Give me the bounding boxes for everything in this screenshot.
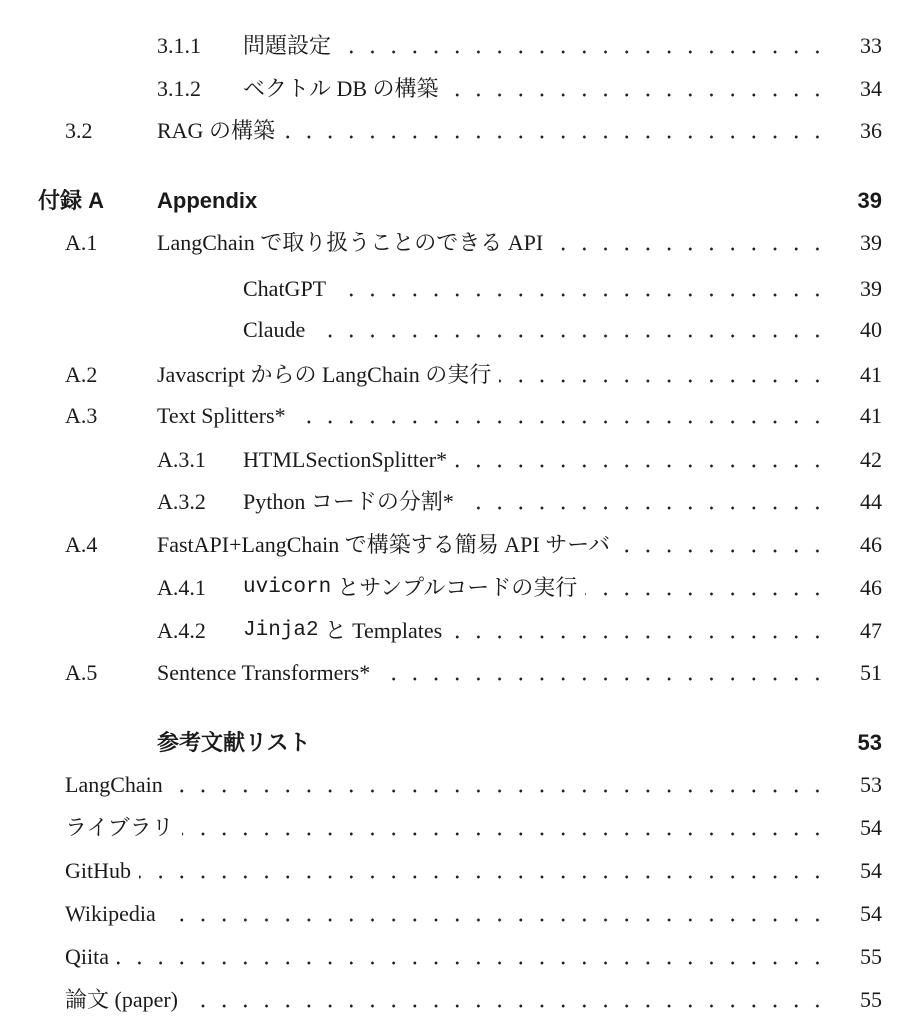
entry-page-number: 42: [860, 447, 882, 472]
entry-number: A.1: [65, 230, 98, 255]
entry-title: [65, 813, 174, 843]
toc-entry[interactable]: [0, 487, 912, 517]
entry-title: [243, 616, 442, 646]
entry-title: [157, 228, 543, 258]
toc-entry[interactable]: [0, 274, 912, 304]
entry-title-text: Wikipedia: [65, 901, 156, 926]
dot-leader: [450, 616, 828, 646]
entry-code: Jinja2: [243, 619, 319, 642]
entry-number: A.4.2: [157, 618, 206, 643]
entry-title-text: とサンプルコードの実行: [337, 575, 578, 600]
dot-leader: [182, 813, 828, 843]
dot-leader: [186, 985, 828, 1015]
dot-leader: [585, 573, 828, 603]
dot-leader: [334, 274, 828, 304]
entry-title-text: LangChain: [65, 772, 163, 797]
entry-page-number: 41: [860, 403, 882, 428]
entry-title-text: ライブラリ: [65, 815, 174, 840]
entry-title-text: Claude: [243, 317, 306, 342]
entry-page-number: 47: [860, 618, 882, 643]
dot-leader: [313, 315, 828, 345]
entry-title-text: RAG の構築: [157, 118, 275, 143]
toc-entry[interactable]: [0, 899, 912, 929]
toc-chapter-heading[interactable]: [0, 728, 912, 758]
entry-number: A.2: [65, 362, 98, 387]
entry-title-text: HTMLSectionSplitter*: [243, 447, 448, 472]
entry-title: [157, 658, 370, 688]
entry-page-number: 55: [860, 987, 882, 1012]
entry-title-text: Python コードの分割*: [243, 489, 454, 514]
toc-entry[interactable]: [0, 813, 912, 843]
entry-title: [65, 856, 131, 886]
entry-title: [157, 360, 491, 390]
entry-title-text: LangChain で取り扱うことのできる API: [157, 230, 544, 255]
entry-number: 3.1.2: [157, 76, 201, 101]
dot-leader: [499, 360, 828, 390]
toc-entry[interactable]: [0, 658, 912, 688]
dot-leader: [462, 487, 828, 517]
toc-entry[interactable]: [0, 573, 912, 603]
dot-leader: [294, 401, 828, 431]
dot-leader: [618, 530, 828, 560]
entry-title: [157, 186, 257, 216]
entry-number: 付録 A: [38, 188, 105, 213]
toc-entry[interactable]: [0, 360, 912, 390]
entry-page-number: 41: [860, 362, 882, 387]
entry-title-text: Sentence Transformers*: [157, 660, 371, 685]
entry-title-text: ChatGPT: [243, 276, 327, 301]
dot-leader: [164, 899, 828, 929]
entry-page-number: 46: [860, 532, 882, 557]
dot-leader: [551, 228, 828, 258]
entry-page-number: 33: [860, 33, 882, 58]
dot-leader: [378, 658, 828, 688]
entry-title: [65, 985, 178, 1015]
entry-title: [157, 530, 610, 560]
entry-page-number: 40: [860, 317, 882, 342]
entry-title-text: Javascript からの LangChain の実行: [157, 362, 492, 387]
dot-leader: [447, 74, 828, 104]
entry-number: A.3.1: [157, 447, 206, 472]
entry-title-text: Text Splitters*: [157, 403, 286, 428]
entry-title: [157, 728, 311, 758]
entry-title-text: Qiita: [65, 944, 109, 969]
toc-entry[interactable]: [0, 445, 912, 475]
entry-number: A.3.2: [157, 489, 206, 514]
entry-page-number: 36: [860, 118, 882, 143]
entry-title: [243, 74, 439, 104]
entry-page-number: 46: [860, 575, 882, 600]
entry-title-text: FastAPI+LangChain で構築する簡易 API サーバ: [157, 532, 611, 557]
entry-title: [243, 573, 577, 603]
entry-title-text: ベクトル DB の構築: [243, 76, 439, 101]
toc-entry[interactable]: [0, 74, 912, 104]
entry-page-number: 54: [860, 901, 882, 926]
entry-page-number: 51: [860, 660, 882, 685]
entry-title: [157, 401, 286, 431]
entry-page-number: 39: [860, 276, 882, 301]
dot-leader: [283, 116, 828, 146]
toc-entry[interactable]: [0, 616, 912, 646]
entry-page-number: 54: [860, 858, 882, 883]
dot-leader: [339, 31, 828, 61]
entry-title-text: 問題設定: [243, 33, 332, 58]
entry-number: 3.1.1: [157, 33, 201, 58]
entry-page-number: 44: [860, 489, 882, 514]
entry-number: A.4.1: [157, 575, 206, 600]
entry-number: A.5: [65, 660, 98, 685]
entry-number: A.3: [65, 403, 98, 428]
toc-entry[interactable]: [0, 985, 912, 1015]
toc-entry[interactable]: [0, 770, 912, 800]
entry-page-number: 53: [857, 730, 882, 755]
entry-title-text: 論文 (paper): [65, 987, 179, 1012]
entry-title-text: と Templates: [324, 618, 443, 643]
entry-title: [65, 770, 163, 800]
entry-page-number: 39: [860, 230, 882, 255]
entry-title: [157, 116, 275, 146]
entry-page-number: 53: [860, 772, 882, 797]
toc-chapter-heading[interactable]: [0, 186, 912, 216]
entry-page-number: 34: [860, 76, 882, 101]
entry-title: [243, 315, 305, 345]
dot-leader: [139, 856, 828, 886]
entry-number: A.4: [65, 532, 98, 557]
entry-title-text: 参考文献リスト: [157, 730, 311, 755]
entry-page-number: 54: [860, 815, 882, 840]
entry-code: uvicorn: [243, 576, 332, 599]
entry-title: [243, 274, 326, 304]
entry-page-number: 55: [860, 944, 882, 969]
entry-title: [65, 942, 109, 972]
toc-entry[interactable]: [0, 942, 912, 972]
toc-entry[interactable]: [0, 116, 912, 146]
dot-leader: [171, 770, 828, 800]
dot-leader: [455, 445, 828, 475]
entry-page-number: 39: [857, 188, 882, 213]
entry-number: 3.2: [65, 118, 93, 143]
toc-entry[interactable]: [0, 228, 912, 258]
entry-title: [243, 487, 454, 517]
dot-leader: [117, 942, 828, 972]
entry-title: [243, 445, 447, 475]
entry-title: [243, 31, 331, 61]
entry-title-text: GitHub: [65, 858, 131, 883]
toc-entry[interactable]: [0, 530, 912, 560]
entry-title: [65, 899, 156, 929]
toc-entry[interactable]: [0, 315, 912, 345]
toc-entry[interactable]: [0, 856, 912, 886]
toc-entry[interactable]: [0, 401, 912, 431]
toc-entry[interactable]: [0, 31, 912, 61]
entry-title-text: Appendix: [157, 188, 258, 213]
